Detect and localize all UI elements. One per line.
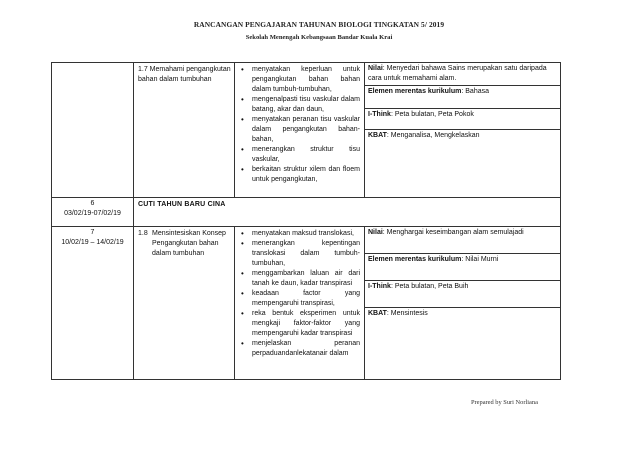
list-item: • menjelaskan peranan perpaduandanlekatanair dalam bbox=[252, 339, 360, 359]
week-dates: 10/02/19 – 14/02/19 bbox=[61, 239, 124, 246]
week-dates: 03/02/19-07/02/19 bbox=[64, 210, 121, 217]
kbat-label: KBAT bbox=[368, 310, 387, 317]
outcome-list bbox=[235, 227, 364, 359]
objective-cell bbox=[134, 227, 235, 380]
objective-text: Mensintesiskan Konsep Pengangkutan bahan dalam tumbuhan bbox=[152, 230, 226, 257]
objective-number: 1.8 bbox=[138, 230, 148, 237]
outcome-list bbox=[235, 63, 364, 185]
week-number bbox=[52, 63, 133, 64]
school-name: Sekolah Menengah Kebangsaan Bandar Kuala Krai bbox=[245, 34, 393, 41]
nilai-text: : Menghargai keseimbangan alam semulajadi bbox=[382, 229, 524, 236]
kbat-text: : Mensintesis bbox=[386, 310, 428, 317]
notes-cell bbox=[365, 227, 561, 380]
week-cell bbox=[52, 63, 134, 198]
nilai-label: Nilai bbox=[368, 65, 383, 72]
elemen-label: Elemen merentas kurikulum bbox=[368, 256, 462, 263]
list-item: • menerangkan kepentingan translokasi dalam tumbuh-tumbuhan, bbox=[252, 239, 360, 269]
ithink-text: : Peta bulatan, Peta Buih bbox=[390, 283, 469, 290]
week-number: 6 bbox=[90, 200, 95, 207]
week-cell bbox=[52, 198, 134, 227]
kbat-note bbox=[365, 308, 560, 321]
learning-objective bbox=[134, 227, 234, 259]
list-item: • menyatakan peranan tisu vaskular dalam pengangkutan bahan-bahan, bbox=[252, 115, 360, 145]
list-item: • menggambarkan laluan air dari tanah ke daun, kadar transpirasi bbox=[252, 269, 360, 289]
list-item: • menyatakan maksud translokasi, bbox=[252, 229, 360, 239]
ithink-label: I-Think bbox=[368, 283, 391, 290]
elemen-text: : Bahasa bbox=[461, 88, 490, 95]
week-cell bbox=[52, 227, 134, 380]
elemen-note bbox=[365, 254, 560, 281]
kbat-label: KBAT bbox=[368, 132, 387, 139]
outcomes-cell bbox=[235, 63, 365, 198]
table-row bbox=[52, 198, 561, 227]
ithink-note bbox=[365, 281, 560, 308]
learning-objective: 1.7 Memahami pengangkutan bahan dalam tumbuhan bbox=[138, 66, 231, 83]
notes-cell bbox=[365, 63, 561, 198]
objective-cell bbox=[134, 63, 235, 198]
list-item: • menerangkan struktur tisu vaskular, bbox=[252, 145, 360, 165]
document-title: RANCANGAN PENGAJARAN TAHUNAN BIOLOGI TINGKATAN 5/ 2019 bbox=[193, 20, 445, 29]
ithink-note bbox=[365, 109, 560, 130]
table-row bbox=[52, 63, 561, 198]
nilai-label: Nilai bbox=[368, 229, 383, 236]
elemen-text: : Nilai Murni bbox=[461, 256, 499, 263]
nilai-note bbox=[365, 63, 560, 86]
elemen-note bbox=[365, 86, 560, 109]
plan-table bbox=[51, 62, 561, 380]
table-row bbox=[52, 227, 561, 380]
week-number: 7 bbox=[90, 229, 95, 236]
list-item: • berkaitan struktur xilem dan floem untuk pengangkutan, bbox=[252, 165, 360, 185]
list-item: • mengenalpasti tisu vaskular dalam batang, akar dan daun, bbox=[252, 95, 360, 115]
holiday-cell bbox=[134, 198, 561, 227]
kbat-note bbox=[365, 130, 560, 143]
ithink-text: : Peta bulatan, Peta Pokok bbox=[390, 111, 474, 118]
kbat-text: : Menganalisa, Mengkelaskan bbox=[386, 132, 480, 139]
outcomes-cell bbox=[235, 227, 365, 380]
holiday-label: CUTI TAHUN BARU CINA bbox=[138, 201, 226, 208]
elemen-label: Elemen merentas kurikulum bbox=[368, 88, 462, 95]
nilai-text: : Menyedari bahawa Sains merupakan satu daripada cara untuk memahami alam. bbox=[368, 65, 547, 82]
prepared-by: Prepared by Suri Norliana bbox=[471, 399, 538, 406]
list-item: • keadaan factor yang mempengaruhi transpirasi, bbox=[252, 289, 360, 309]
list-item: • reka bentuk eksperimen untuk mengkaji faktor-faktor yang mempengaruhi kadar transpirasi bbox=[252, 309, 360, 339]
ithink-label: I-Think bbox=[368, 111, 391, 118]
list-item: • menyatakan keperluan untuk pengangkutan bahan bahan dalam tumbuh-tumbuhan, bbox=[252, 65, 360, 95]
nilai-note bbox=[365, 227, 560, 254]
